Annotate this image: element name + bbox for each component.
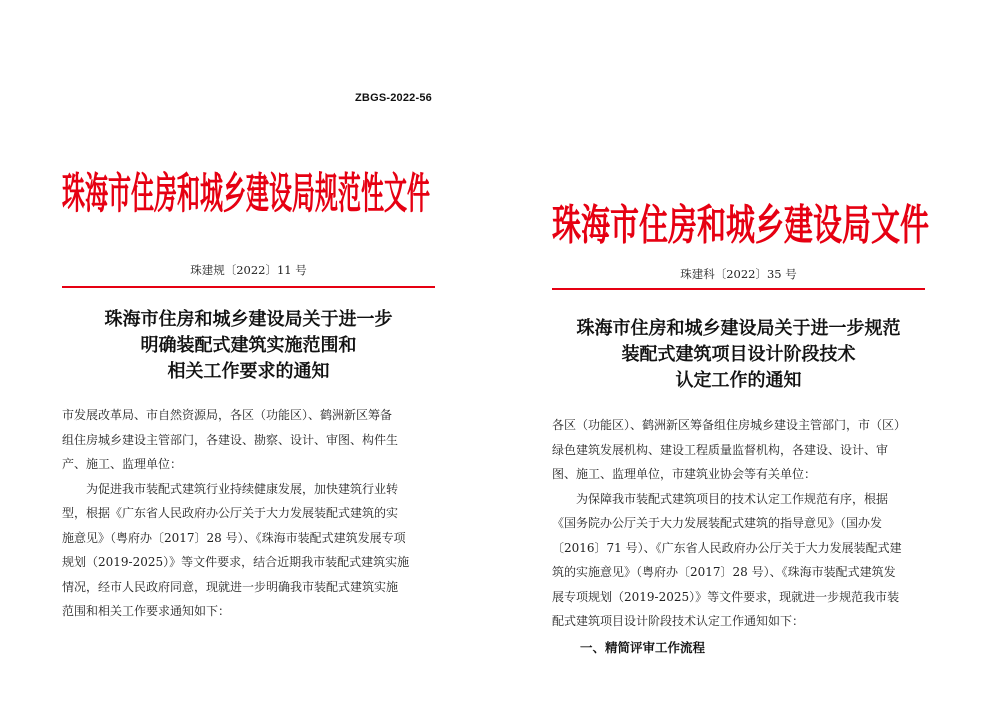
- left-doc-number: 珠建规〔2022〕11 号: [190, 263, 307, 277]
- left-title: [62, 307, 435, 385]
- left-body: [62, 403, 438, 624]
- title-line: 珠海市住房和城乡建设局关于进一步: [104, 309, 393, 330]
- title-line: 装配式建筑项目设计阶段技术: [621, 344, 856, 365]
- body-line: 筑的实施意见》（粤府办〔2017〕28 号）、《珠海市装配式建筑发: [552, 565, 896, 579]
- body-line: 市发展改革局、市自然资源局，各区（功能区）、鹤洲新区筹备: [62, 408, 393, 422]
- body-line: 产、施工、监理单位：: [62, 457, 183, 471]
- right-body: [552, 413, 932, 634]
- right-red-divider: [552, 288, 925, 290]
- title-line: 相关工作要求的通知: [167, 361, 330, 382]
- body-line: 范围和相关工作要求通知如下：: [62, 604, 231, 618]
- right-doc-number: 珠建科〔2022〕35 号: [680, 267, 797, 281]
- body-line: 各区（功能区）、鹤洲新区筹备组住房城乡建设主管部门，市（区）: [552, 418, 907, 432]
- left-red-divider: [62, 286, 435, 288]
- right-masthead: 珠海市住房和城乡建设局文件: [552, 200, 930, 250]
- body-line: 《国务院办公厅关于大力发展装配式建筑的指导意见》（国办发: [552, 516, 883, 530]
- body-line: 组住房城乡建设主管部门，各建设、勘察、设计、审图、构件生: [62, 432, 399, 447]
- body-line: 〔2016〕71 号）、《广东省人民政府办公厅关于大力发展装配式建: [552, 540, 902, 555]
- section-heading: 一、精简评审工作流程: [580, 641, 706, 655]
- body-line: 施意见》（粤府办〔2017〕28 号）、《珠海市装配式建筑发展专项: [62, 530, 406, 545]
- body-line: 为促进我市装配式建筑行业持续健康发展，加快建筑行业转: [86, 481, 399, 496]
- body-line: 展专项规划（2019-2025）》等文件要求，现就进一步规范我市装: [552, 589, 900, 604]
- left-masthead: 珠海市住房和城乡建设局规范性文件: [62, 169, 430, 220]
- body-line: 型，根据《广东省人民政府办公厅关于大力发展装配式建筑的实: [62, 506, 399, 520]
- document-code: ZBGS-2022-56: [355, 92, 432, 104]
- body-line: 为保障我市装配式建筑项目的技术认定工作规范有序，根据: [576, 491, 889, 506]
- body-line: 绿色建筑发展机构、建设工程质量监督机构，各建设、设计、审: [552, 442, 889, 457]
- body-line: 规划（2019-2025）》等文件要求，结合近期我市装配式建筑实施: [62, 555, 410, 569]
- right-title: [552, 316, 925, 394]
- title-line: 明确装配式建筑实施范围和: [140, 335, 357, 356]
- body-line: 情况，经市人民政府同意，现就进一步明确我市装配式建筑实施: [62, 579, 399, 594]
- title-line: 珠海市住房和城乡建设局关于进一步规范: [576, 318, 901, 339]
- body-line: 图、施工、监理单位，市建筑业协会等有关单位：: [552, 467, 817, 481]
- title-line: 认定工作的通知: [675, 370, 802, 391]
- body-line: 配式建筑项目设计阶段技术认定工作通知如下：: [552, 614, 805, 628]
